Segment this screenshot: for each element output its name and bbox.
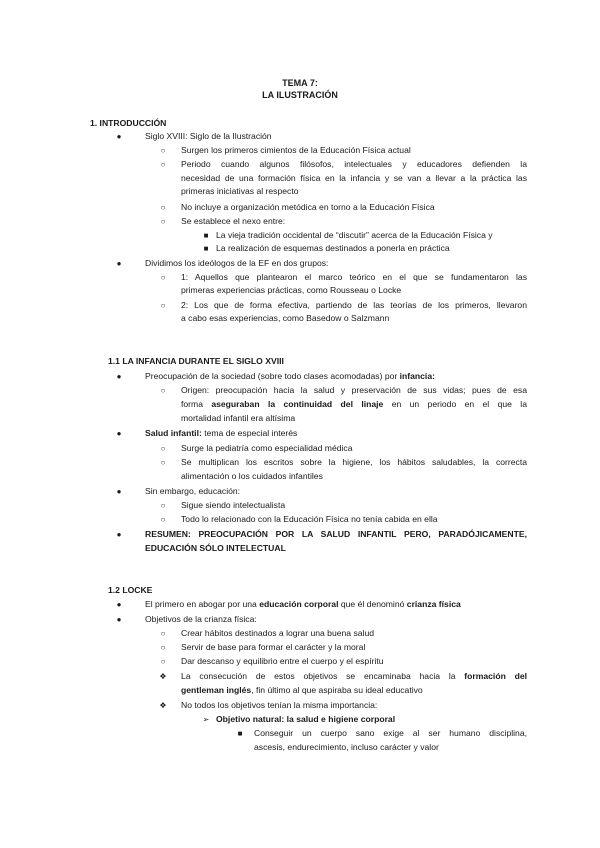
bullet-disc-icon: ● [116, 487, 122, 496]
list-item: La vieja tradición occidental de “discutir” acerca de la Educación Física y [216, 230, 493, 240]
bullet-circle-icon: ○ [160, 515, 166, 524]
list-item: Dar descanso y equilibrio entre el cuerpo y el espíritu [181, 656, 384, 666]
bullet-square-icon: ■ [203, 231, 209, 240]
bullet-circle-icon: ○ [160, 386, 166, 395]
list-item-continuation: necesidad de una formación física en la infancia y se van a llevar a la práctica las [181, 173, 527, 183]
list-item-salud: Salud infantil: tema de especial interés [145, 428, 298, 438]
bullet-circle-icon: ○ [160, 657, 166, 666]
document-title-line2: LA ILUSTRACIÓN [262, 90, 338, 100]
list-item-sin-embargo: Sin embargo, educación: [145, 486, 241, 496]
list-item-siglo: Siglo XVIII: Siglo de la Ilustración [145, 131, 272, 141]
list-item: Servir de base para formar el carácter y la moral [181, 642, 366, 652]
bullet-disc-icon: ● [116, 132, 122, 141]
list-item-continuation: alimentación o los cuidados infantiles [181, 471, 323, 481]
bullet-circle-icon: ○ [160, 217, 166, 226]
list-item: Surge la pediatría como especialidad médica [181, 443, 353, 453]
section-heading-locke: 1.2 LOCKE [108, 585, 153, 595]
list-item-consecucion: La consecución de estos objetivos se encaminaba hacia la formación del [181, 671, 527, 681]
section-heading-infancia: 1.1 LA INFANCIA DURANTE EL SIGLO XVIII [108, 356, 284, 366]
bullet-disc-icon: ● [116, 372, 122, 381]
list-item: No incluye a organización metódica en torno a la Educación Física [181, 202, 435, 212]
list-item: Sigue siendo intelectualista [181, 500, 286, 510]
bullet-circle-icon: ○ [160, 301, 166, 310]
bullet-arrow-icon: ➢ [202, 715, 210, 724]
bullet-circle-icon: ○ [160, 203, 166, 212]
list-item-dividimos: Dividimos los ideólogos de la EF en dos grupos: [145, 258, 329, 268]
bullet-circle-icon: ○ [160, 273, 166, 282]
list-item: Se multiplican los escritos sobre la higiene, los hábitos saludables, la correcta [181, 457, 527, 467]
bullet-diamond-icon: ❖ [159, 701, 167, 710]
list-item: La realización de esquemas destinados a ponerla en práctica [216, 243, 450, 253]
list-item: Crear hábitos destinados a lograr una buena salud [181, 628, 375, 638]
document-title-line1: TEMA 7: [282, 78, 318, 88]
bullet-disc-icon: ● [116, 600, 122, 609]
section-heading-introduccion: 1. INTRODUCCIÓN [90, 118, 167, 128]
list-item-continuation: mortalidad infantil era altísima [181, 413, 296, 423]
list-item: Surgen los primeros cimientos de la Educación Física actual [181, 145, 411, 155]
bullet-square-icon: ■ [203, 244, 209, 253]
list-item-primero: El primero en abogar por una educación corporal que él denominó crianza física [145, 599, 461, 609]
list-item: 1: Aquellos que plantearon el marco teórico en el que se fundamentaron las [181, 272, 527, 282]
list-item-conseguir: Conseguir un cuerpo sano exige al ser humano disciplina, [254, 728, 527, 738]
bullet-circle-icon: ○ [160, 629, 166, 638]
list-item-resumen: RESUMEN: PREOCUPACIÓN POR LA SALUD INFANTIL PERO, PARADÓJICAMENTE, [145, 529, 527, 539]
list-item-origen: Origen: preocupación hacia la salud y preservación de sus vidas; pues de esa [181, 385, 527, 395]
bullet-circle-icon: ○ [160, 643, 166, 652]
bullet-circle-icon: ○ [160, 444, 166, 453]
bullet-circle-icon: ○ [160, 146, 166, 155]
list-item: Periodo cuando algunos filósofos, intelectuales y educadores defienden la [181, 159, 527, 169]
bullet-diamond-icon: ❖ [159, 672, 167, 681]
list-item: Todo lo relacionado con la Educación Física no tenía cabida en ella [181, 514, 438, 524]
list-item-objetivos: Objetivos de la crianza física: [145, 614, 257, 624]
list-item-continuation: forma aseguraban la continuidad del linaje en un periodo en el que la [181, 399, 527, 409]
list-item-continuation: a cabo esas experiencias, como Basedow o Salzmann [181, 313, 390, 323]
list-item-continuation: primeras iniciativas al respecto [181, 186, 299, 196]
bullet-disc-icon: ● [116, 259, 122, 268]
bullet-circle-icon: ○ [160, 160, 166, 169]
list-item-continuation: ascesis, endurecimiento, incluso carácter y valor [254, 742, 439, 752]
list-item: 2: Los que de forma efectiva, partiendo de las teorías de los primeros, llevaron [181, 300, 527, 310]
list-item-preocupacion: Preocupación de la sociedad (sobre todo clases acomodadas) por infancia: [145, 371, 435, 381]
list-item-continuation: gentleman inglés, fin último al que aspiraba su ideal educativo [181, 685, 423, 695]
bullet-disc-icon: ● [116, 615, 122, 624]
bullet-circle-icon: ○ [160, 458, 166, 467]
list-item-continuation: primeras experiencias prácticas, como Rousseau o Locke [181, 285, 402, 295]
bullet-circle-icon: ○ [160, 501, 166, 510]
list-item-continuation: EDUCACIÓN SÓLO INTELECTUAL [145, 543, 286, 553]
bullet-disc-icon: ● [116, 530, 122, 539]
list-item: Se establece el nexo entre: [181, 216, 286, 226]
bullet-square-icon: ■ [237, 729, 243, 738]
bullet-disc-icon: ● [116, 429, 122, 438]
list-item-objetivo-natural: Objetivo natural: la salud e higiene corporal [216, 714, 396, 724]
list-item-no-todos: No todos los objetivos tenían la misma importancia: [181, 700, 378, 710]
